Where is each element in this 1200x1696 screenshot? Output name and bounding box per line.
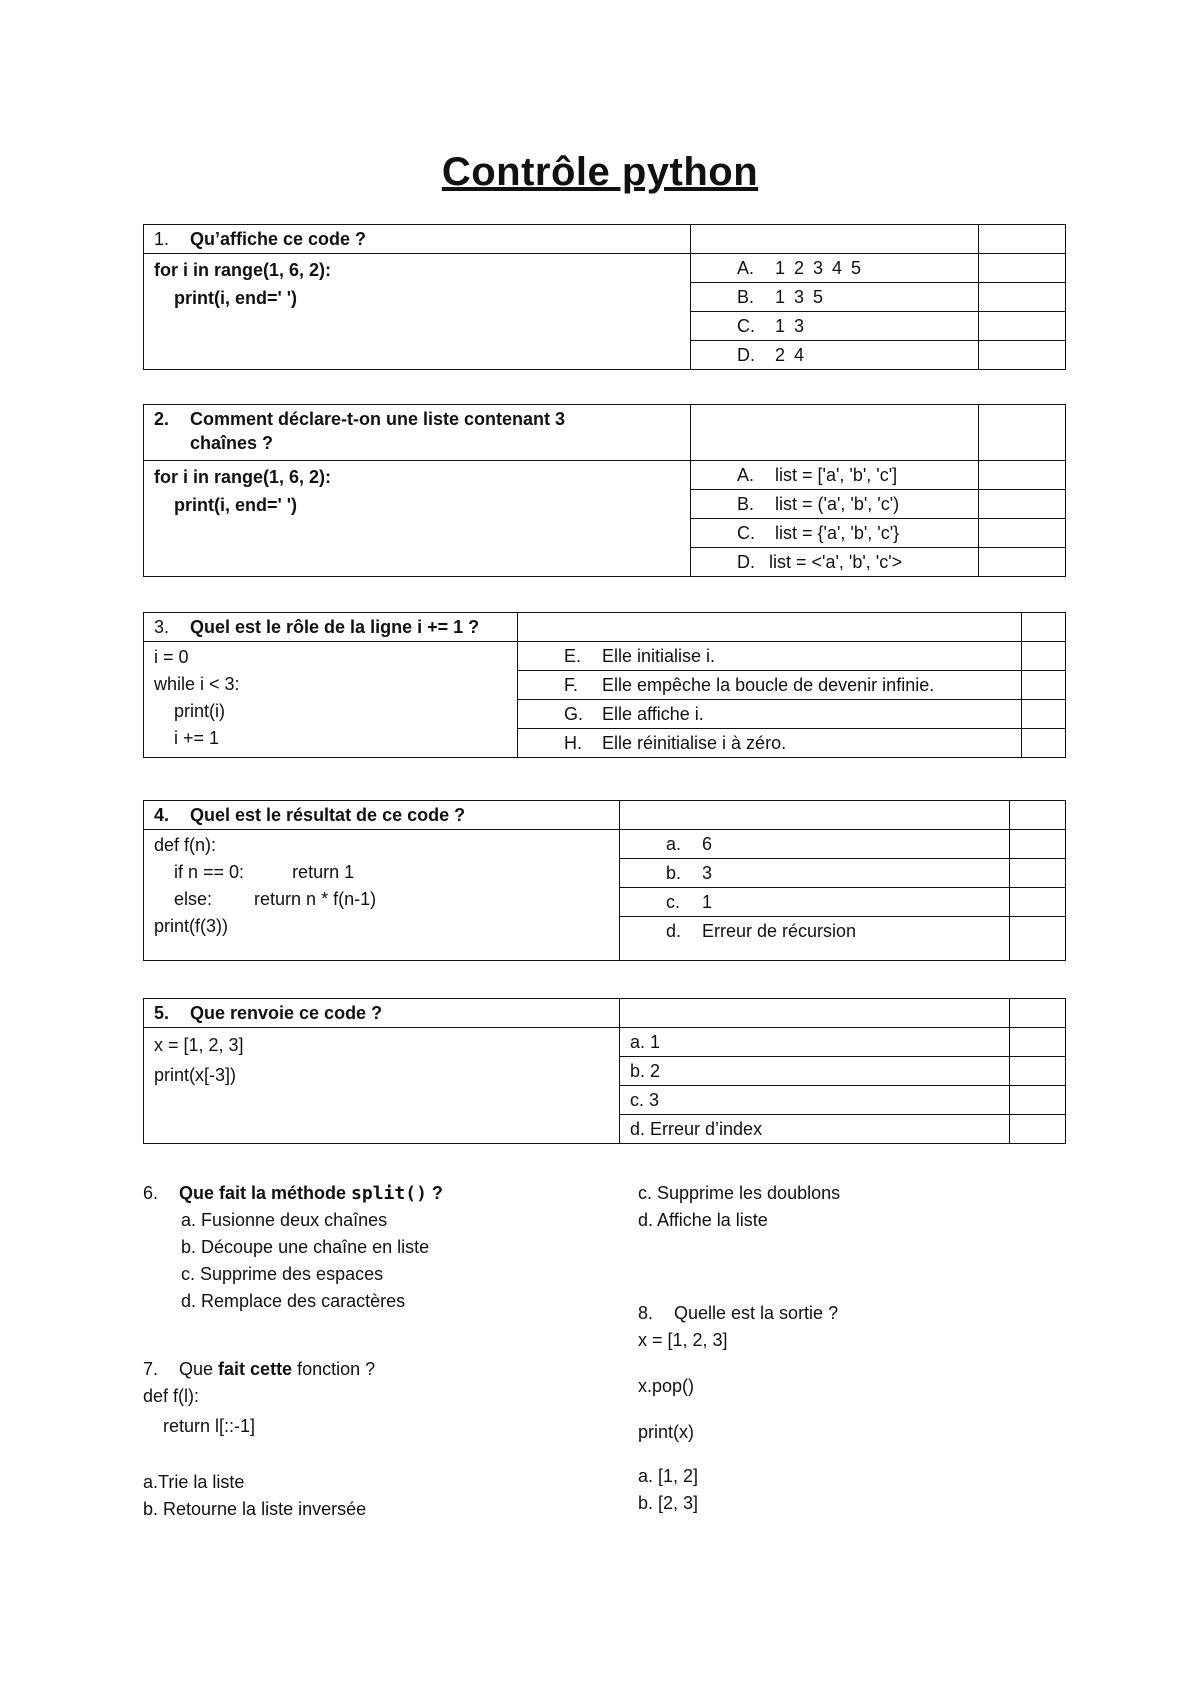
code-line: i += 1	[174, 728, 220, 748]
answer-box[interactable]	[979, 312, 1066, 341]
option-a[interactable]: a. 6	[620, 830, 1010, 859]
page-title: Contrôle python	[441, 150, 759, 194]
question-5-table	[143, 998, 1066, 1144]
option-c[interactable]: C. list = {'a', 'b', 'c'}	[691, 519, 979, 548]
option-c[interactable]: c. 1	[620, 888, 1010, 917]
code-line: print(x[-3])	[154, 1065, 237, 1085]
question-3-answer-cell	[1022, 613, 1066, 642]
option-a[interactable]: A. 1 2 3 4 5	[691, 254, 979, 283]
code-line: if n == 0: return 1	[174, 862, 355, 882]
answer-box[interactable]	[979, 490, 1066, 519]
code-line: while i < 3:	[154, 674, 240, 694]
answer-box[interactable]	[979, 548, 1066, 577]
method-name: split()	[351, 1183, 427, 1204]
answer-box[interactable]	[1010, 830, 1066, 859]
code-line: print(i, end=' ')	[174, 288, 298, 308]
option-c[interactable]: c. 3	[620, 1086, 1010, 1115]
answer-box[interactable]	[979, 341, 1066, 370]
answer-box[interactable]	[1010, 1115, 1066, 1144]
option-c[interactable]: c. Supprime des espaces	[181, 1264, 384, 1284]
answer-box[interactable]	[979, 461, 1066, 490]
answer-box[interactable]	[1010, 888, 1066, 917]
option-b[interactable]: b. 3	[620, 859, 1010, 888]
answer-box[interactable]	[1010, 917, 1066, 961]
question-2-code	[144, 461, 691, 577]
question-4-header: 4. Quel est le résultat de ce code ?	[144, 801, 620, 830]
question-4-table	[143, 800, 1066, 961]
code-line: for i in range(1, 6, 2):	[154, 467, 332, 487]
question-2-answer-cell	[979, 405, 1066, 461]
option-h[interactable]: H. Elle réinitialise i à zéro.	[518, 729, 1022, 758]
question-1-header	[144, 225, 691, 254]
code-line: return l[::-1]	[163, 1416, 256, 1436]
question-2-header-cell	[691, 405, 979, 461]
answer-box[interactable]	[1022, 700, 1066, 729]
code-line: x.pop()	[638, 1376, 695, 1396]
option-c[interactable]: c. Supprime les doublons	[638, 1183, 841, 1203]
option-d[interactable]: D. list = <'a', 'b', 'c'>	[691, 548, 979, 577]
question-3-text: Quel est le rôle de la ligne i += 1 ?	[190, 617, 480, 637]
code-line: for i in range(1, 6, 2):	[154, 260, 332, 280]
question-1-table	[143, 224, 1066, 370]
answer-box[interactable]	[979, 254, 1066, 283]
question-2-header: 2. Comment déclare-t-on une liste contenant 3 chaînes ?	[144, 405, 691, 461]
question-3-code	[144, 642, 518, 758]
question-7-continued	[638, 1180, 1058, 1234]
answer-box[interactable]	[1010, 1028, 1066, 1057]
question-4-text: Quel est le résultat de ce code ?	[190, 805, 466, 825]
question-5-answer-cell	[1010, 999, 1066, 1028]
option-a[interactable]: A. list = ['a', 'b', 'c']	[691, 461, 979, 490]
code-line: i = 0	[154, 647, 189, 667]
code-line: else: return n * f(n-1)	[174, 889, 377, 909]
question-7	[143, 1356, 613, 1523]
question-1-number: 1.	[154, 229, 170, 249]
code-line: print(i, end=' ')	[174, 495, 298, 515]
answer-box[interactable]	[1022, 671, 1066, 700]
option-a[interactable]: a. 1	[620, 1028, 1010, 1057]
question-1-code	[144, 254, 691, 370]
option-b[interactable]: b. Retourne la liste inversée	[143, 1499, 367, 1519]
option-c[interactable]: C. 1 3	[691, 312, 979, 341]
code-line: print(f(3))	[154, 916, 229, 936]
question-4-answer-cell	[1010, 801, 1066, 830]
code-line: print(x)	[638, 1422, 695, 1442]
question-6-header: 6. Que fait la méthode split() ?	[143, 1183, 443, 1204]
answer-box[interactable]	[1010, 1086, 1066, 1115]
question-7-header: 7. Que fait cette fonction ?	[143, 1359, 376, 1379]
question-8-header: 8. Quelle est la sortie ?	[638, 1303, 839, 1323]
question-2-table	[143, 404, 1066, 577]
option-d[interactable]: d. Remplace des caractères	[181, 1291, 406, 1311]
question-3-table	[143, 612, 1066, 758]
question-5-text: Que renvoie ce code ?	[190, 1003, 383, 1023]
question-1-text: Qu’affiche ce code ?	[190, 229, 367, 249]
question-5-code	[144, 1028, 620, 1144]
answer-box[interactable]	[979, 519, 1066, 548]
code-line: x = [1, 2, 3]	[154, 1035, 244, 1055]
option-e[interactable]: E. Elle initialise i.	[518, 642, 1022, 671]
question-2-text: Comment déclare-t-on une liste contenant 3	[190, 409, 566, 429]
question-6-text: Que fait la méthode	[179, 1183, 347, 1203]
option-b[interactable]: b. [2, 3]	[638, 1493, 699, 1513]
option-a[interactable]: a. [1, 2]	[638, 1466, 699, 1486]
question-8-text: Quelle est la sortie ?	[674, 1303, 839, 1323]
question-3-header-cell	[518, 613, 1022, 642]
question-1-answer-cell	[979, 225, 1066, 254]
answer-box[interactable]	[1022, 729, 1066, 758]
option-a[interactable]: a. Fusionne deux chaînes	[181, 1210, 388, 1230]
question-1-header-cell	[691, 225, 979, 254]
question-5-header: 5. Que renvoie ce code ?	[144, 999, 620, 1028]
code-line: print(i)	[174, 701, 226, 721]
option-b[interactable]: B. list = ('a', 'b', 'c')	[691, 490, 979, 519]
option-d[interactable]: d. Erreur d’index	[620, 1115, 1010, 1144]
option-b[interactable]: b. 2	[620, 1057, 1010, 1086]
question-3-header: 3. Quel est le rôle de la ligne i += 1 ?	[144, 613, 518, 642]
code-line: x = [1, 2, 3]	[638, 1330, 728, 1350]
question-5-header-cell	[620, 999, 1010, 1028]
question-4-header-cell	[620, 801, 1010, 830]
option-d[interactable]: d. Affiche la liste	[638, 1210, 768, 1230]
option-b[interactable]: b. Découpe une chaîne en liste	[181, 1237, 430, 1257]
question-4-code	[144, 830, 620, 961]
option-f[interactable]: F. Elle empêche la boucle de devenir infinie.	[518, 671, 1022, 700]
option-a[interactable]: a.Trie la liste	[143, 1472, 245, 1492]
option-b[interactable]: B. 1 3 5	[691, 283, 979, 312]
question-6	[143, 1180, 613, 1315]
answer-box[interactable]	[979, 283, 1066, 312]
option-g[interactable]: G. Elle affiche i.	[518, 700, 1022, 729]
answer-box[interactable]	[1010, 1057, 1066, 1086]
code-line: def f(l):	[143, 1386, 200, 1406]
question-8	[638, 1300, 1058, 1517]
option-d[interactable]: D. 2 4	[691, 341, 979, 370]
option-d[interactable]: d. Erreur de récursion	[620, 917, 1010, 961]
answer-box[interactable]	[1010, 859, 1066, 888]
answer-box[interactable]	[1022, 642, 1066, 671]
code-line: def f(n):	[154, 835, 217, 855]
question-2-text-cont: chaînes ?	[190, 433, 274, 453]
